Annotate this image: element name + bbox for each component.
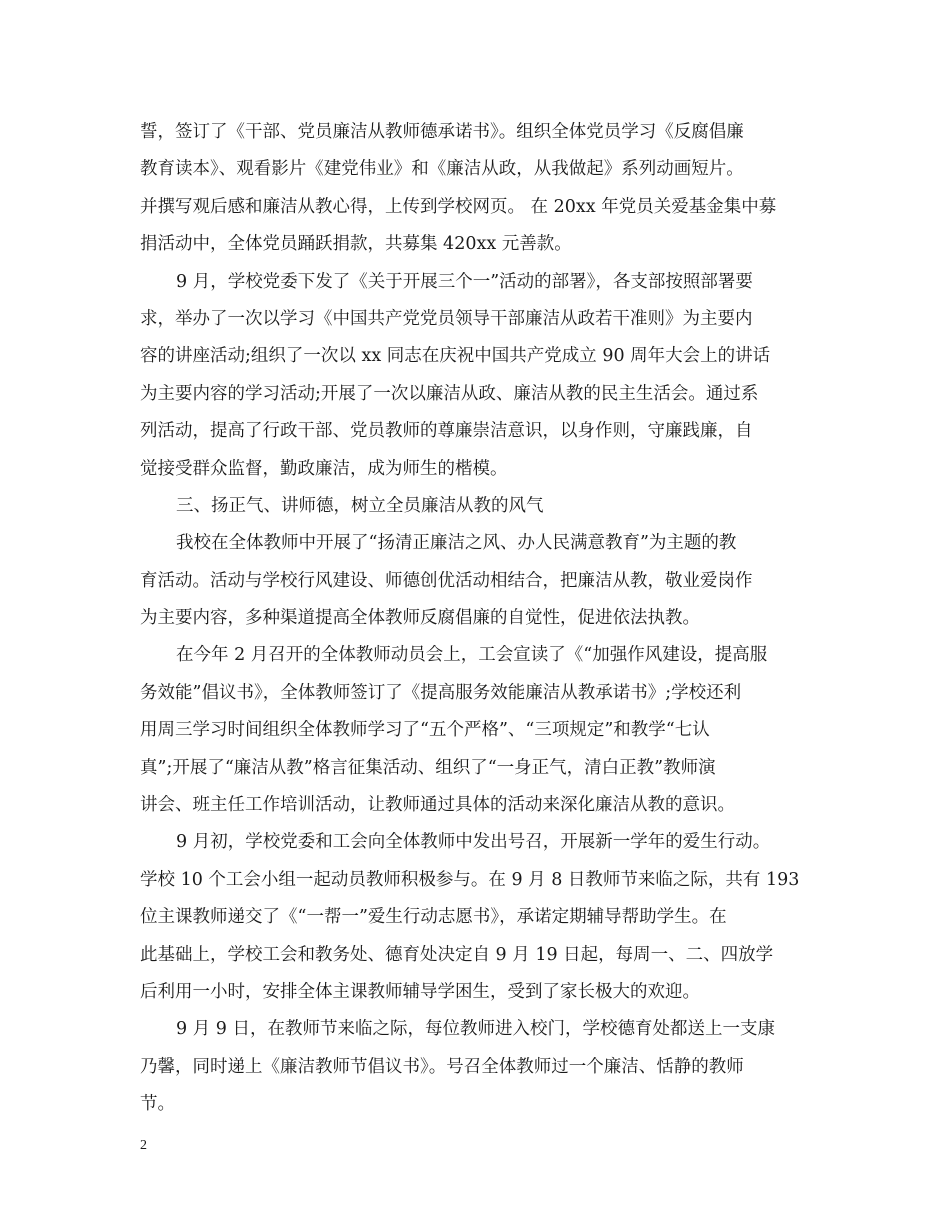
paragraph [140,1011,816,1123]
text-line: 容的讲座活动;组织了一次以 xx 同志在庆祝中国共产党成立 90 周年大会上的讲话 [140,346,771,367]
text-line: 三、扬正气、讲师德，树立全员廉洁从教的风气 [176,495,544,516]
text-line: 育活动。活动与学校行风建设、师德创优活动相结合，把廉洁从教，敬业爱岗作 [140,570,753,591]
text-line: 求，举办了一次以学习《中国共产党党员领导干部廉洁从政若干准则》为主要内 [140,308,753,329]
text-line: 讲会、班主任工作培训活动，让教师通过具体的活动来深化廉洁从教的意识。 [140,795,735,816]
text-line: 9 月，学校党委下发了《关于开展三个一”活动的部署》，各支部按照部署要 [176,271,753,292]
document-body [140,114,816,1124]
text-line: 誓，签订了《干部、党员廉洁从教师德承诺书》。组织全体党员学习《反腐倡廉 [140,122,744,142]
text-line: 学校 10 个工会小组一起动员教师积极参与。在 9 月 8 日教师节来临之际，共有 193 [140,869,800,890]
text-line: 位主课教师递交了《“一帮一”爱生行动志愿书》，承诺定期辅导帮助学生。在 [140,907,727,928]
text-line: 教育读本》、观看影片《建党伟业》和《廉洁从政，从我做起》系列动画短片。 [140,159,744,180]
paragraph [140,114,816,264]
text-line: 并撰写观后感和廉洁从教心得，上传到学校网页。 在 20xx 年党员关爱基金集中募 [140,196,777,217]
text-line: 真”;开展了“廉洁从教”格言征集活动、组织了“一身正气，清白正教”教师演 [140,757,716,778]
text-line: 在今年 2 月召开的全体教师动员会上，工会宣读了《“加强作风建设，提高服 [176,645,768,666]
text-line: 后利用一小时，安排全体主课教师辅导学困生，受到了家长极大的欢迎。 [140,981,700,1002]
text-line: 节。 [140,1094,175,1115]
text-line: 为主要内容，多种渠道提高全体教师反腐倡廉的自觉性，促进依法执教。 [140,608,700,629]
text-line: 务效能”倡议书》，全体教师签订了《提高服务效能廉洁从教承诺书》;学校还利 [140,682,742,703]
text-line: 此基础上，学校工会和教务处、德育处决定自 9 月 19 日起，每周一、二、四放学 [140,944,774,965]
paragraph [140,488,816,525]
text-line: 用周三学习时间组织全体教师学习了“五个严格”、“三项规定”和教学“七认 [140,720,710,741]
paragraph [140,525,816,637]
text-line: 捐活动中，全体党员踊跃捐款，共募集 420xx 元善款。 [140,234,572,255]
paragraph [140,824,816,1011]
text-line: 9 月初，学校党委和工会向全体教师中发出号召，开展新一学年的爱生行动。 [176,832,771,853]
paragraph [140,264,816,488]
paragraph [140,637,816,824]
text-line: 乃馨，同时递上《廉洁教师节倡议书》。号召全体教师过一个廉洁、恬静的教师 [140,1056,744,1077]
text-line: 9 月 9 日，在教师节来临之际，每位教师进入校门，学校德育处都送上一支康 [176,1019,775,1040]
page-number: 2 [140,1138,147,1153]
text-line: 为主要内容的学习活动;开展了一次以廉洁从政、廉洁从教的民主生活会。通过系 [140,383,759,404]
text-line: 我校在全体教师中开展了“扬清正廉洁之风、办人民满意教育”为主题的教 [176,533,737,554]
text-line: 觉接受群众监督，勤政廉洁，成为师生的楷模。 [140,458,508,479]
text-line: 列活动，提高了行政干部、党员教师的尊廉崇洁意识，以身作则，守廉践廉，自 [140,421,753,442]
